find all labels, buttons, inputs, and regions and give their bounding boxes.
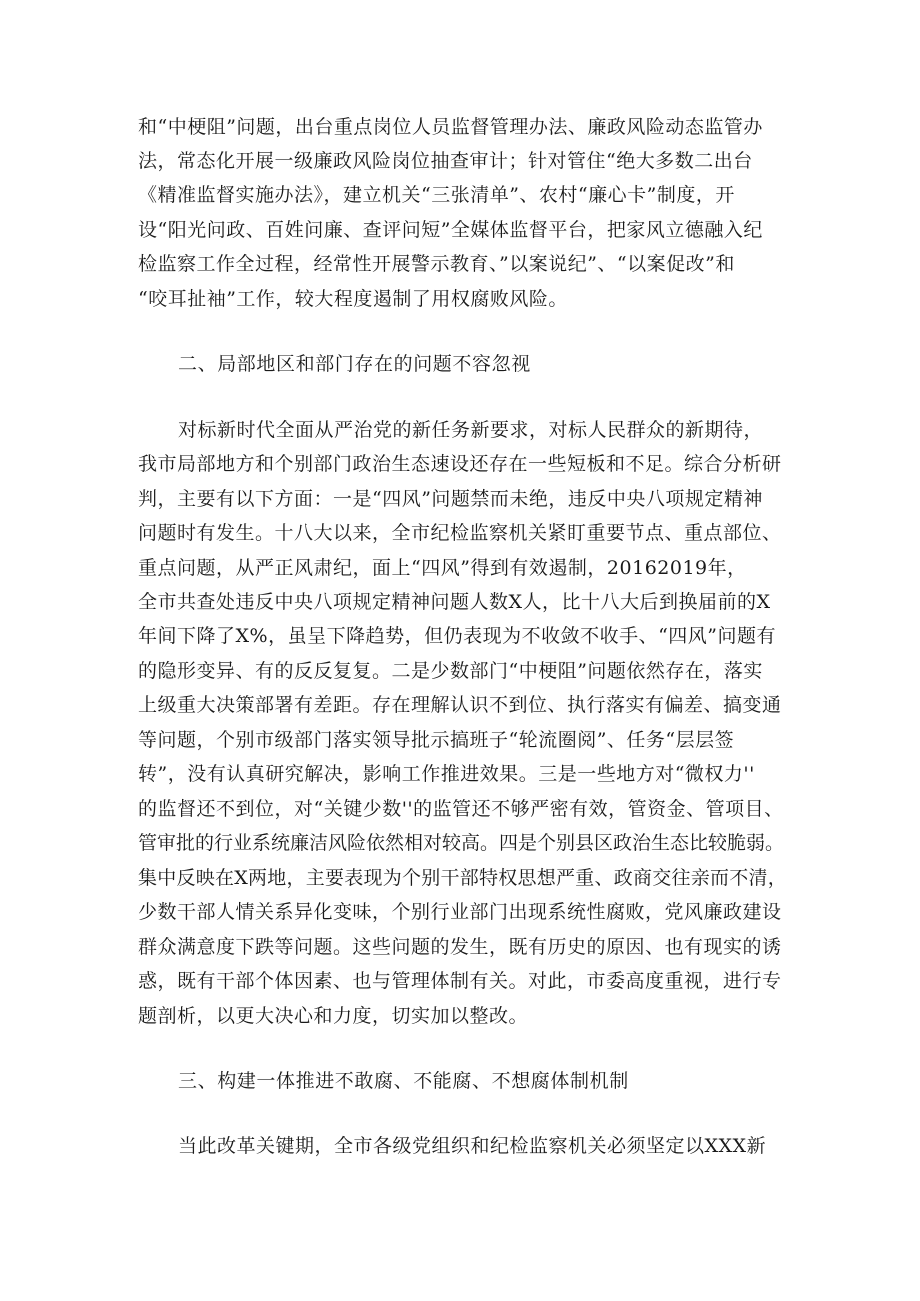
text-line: 管审批的行业系统廉洁风险依然相对较高。四是个别县区政治生态比较脆弱。 bbox=[138, 832, 785, 854]
text-line: 上级重大决策部署有差距。存在理解认识不到位、执行落实有偏差、搞变通 bbox=[138, 694, 782, 716]
text-line: 重点问题，从严正风肃纪，面上“四风”得到有效遏制，20162019年， bbox=[138, 557, 747, 579]
text-line: 法，常态化开展一级廉政风险岗位抽查审计；针对管住“绝大多数二出台 bbox=[138, 150, 753, 172]
text-line: 全市共查处违反中央八项规定精神问题人数X人，比十八大后到换届前的X bbox=[138, 591, 771, 613]
section-heading-2: 二、局部地区和部门存在的问题不容忽视 bbox=[178, 353, 531, 375]
text-line: 集中反映在X两地，主要表现为个别干部特权思想严重、政商交往亲而不清， bbox=[138, 867, 788, 889]
text-line: 少数干部人情关系异化变味，个别行业部门出现系统性腐败，党风廉政建设 bbox=[138, 901, 782, 923]
text-line: 和“中梗阻”问题，出台重点岗位人员监督管理办法、廉政风险动态监管办 bbox=[138, 116, 763, 138]
text-line: 转”，没有认真研究解决，影响工作推进效果。三是一些地方对“微权力'' bbox=[138, 763, 755, 785]
section-heading-3: 三、构建一体推进不敢腐、不能腐、不想腐体制机制 bbox=[178, 1070, 629, 1092]
text-line: 等问题，个别市级部门落实领导批示搞班子“轮流圈阅”、任务“层层签 bbox=[138, 729, 735, 751]
text-line: 《精准监督实施办法》，建立机关“三张清单”、农村“廉心卡”制度，开 bbox=[138, 184, 735, 206]
text-line: 的隐形变异、有的反反复复。二是少数部门“中梗阻”问题依然存在，落实 bbox=[138, 660, 763, 682]
text-line: 群众满意度下跌等问题。这些问题的发生，既有历史的原因、也有现实的诱 bbox=[138, 936, 782, 958]
text-line: 判，主要有以下方面：一是“四风”问题禁而未绝，违反中央八项规定精神 bbox=[138, 488, 763, 510]
text-line: 我市局部地方和个别部门政治生态速设还存在一些短板和不足。综合分析研 bbox=[138, 453, 782, 475]
text-line: 惑，既有干部个体因素、也与管理体制有关。对此，市委高度重视，进行专 bbox=[138, 970, 782, 992]
text-line: “咬耳扯袖”工作，较大程度遏制了用权腐败风险。 bbox=[138, 288, 568, 310]
text-line: 题剖析，以更大决心和力度，切实加以整改。 bbox=[138, 1005, 529, 1027]
text-line: 设“阳光问政、百姓问廉、查评问短”全媒体监督平台，把家风立德融入纪 bbox=[138, 219, 763, 241]
text-line: 问题时有发生。十八大以来，全市纪检监察机关紧盯重要节点、重点部位、 bbox=[138, 522, 782, 544]
text-line: 的监督还不到位，对“关键少数''的监管还不够严密有效，管资金、管项目、 bbox=[138, 798, 784, 820]
text-line: 检监察工作全过程，经常性开展警示教育、”以案说纪”、“以案促改”和 bbox=[138, 253, 735, 275]
text-line: 对标新时代全面从严治党的新任务新要求，对标人民群众的新期待， bbox=[178, 419, 764, 441]
text-line: 当此改革关键期，全市各级党组织和纪检监察机关必须坚定以XXX新 bbox=[178, 1135, 767, 1157]
text-line: 年间下降了X%，虽呈下降趋势，但仍表现为不收敛不收手、“四风”问题有 bbox=[138, 625, 777, 647]
